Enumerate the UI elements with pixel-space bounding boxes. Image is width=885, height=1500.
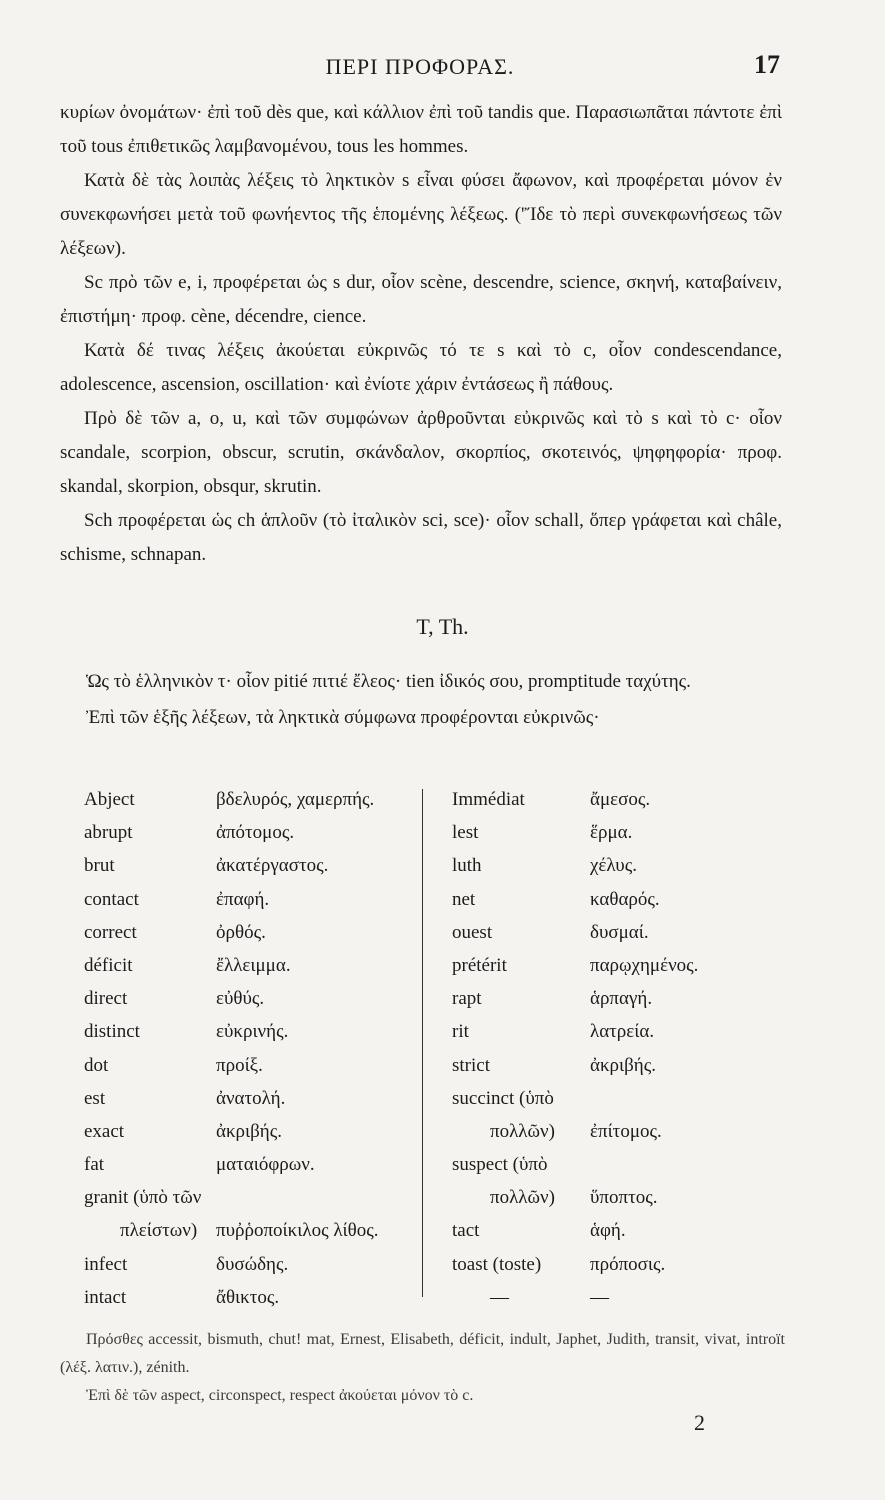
table-cell: distinct [84,1021,140,1043]
table-cell: ἄθικτος. [216,1286,280,1308]
table-cell: succinct (ὑπὸ [452,1087,554,1109]
paragraph: Ὡς τὸ ἑλληνικὸν τ· οἷον pitié πιτιέ ἔλεος· tien ἰδικός σου, promptitude ταχύτης. [86,671,691,692]
table-cell: ἀνατολή. [216,1087,286,1109]
table-cell: πρόποσις. [590,1253,666,1275]
table-cell: abrupt [84,822,133,844]
table-cell: ἁρπαγή. [590,988,653,1010]
table-cell: ἀκατέργαστος. [216,855,329,877]
table-cell: λατρεία. [590,1021,655,1043]
table-cell [216,1181,426,1214]
table-cell: prétérit [452,954,507,976]
page-number: 17 [754,50,780,79]
table-cell: direct [84,988,128,1010]
table-cell: rit [452,1021,469,1043]
right-greek-column [590,783,760,1314]
table-cell: ἐπαφή. [216,888,270,910]
table-cell: εὐκρινής. [216,1021,289,1043]
paragraph: Κατὰ δέ τινας λέξεις ἀκούεται εὐκρινῶς τό τε s καὶ τὸ c, οἷον condescendance, adolescence, ascension, oscillation· καὶ ἐνίοτε χάριν ἐντάσεως ἢ πάθους. [60,340,782,395]
paragraph: Sch προφέρεται ὡς ch ἁπλοῦν (τὸ ἰταλικὸν sci, sce)· οἷον schall, ὅπερ γράφεται καὶ châle, schisme, schnapan. [60,510,782,565]
table-cell: infect [84,1253,128,1275]
right-french-column [452,783,582,1314]
left-french-column [84,783,224,1314]
table-cell: πολλῶν) [490,1120,555,1142]
table-cell: luth [452,855,482,877]
table-cell: ματαιόφρων. [216,1154,315,1176]
column-divider [422,789,423,1297]
section-text [60,664,782,736]
page-header [60,50,780,86]
paragraph: Sc πρὸ τῶν e, i, προφέρεται ὡς s dur, οἷον scène, descendre, science, σκηνή, καταβαίνειν, ἐπιστήμη· προφ. cène, décendre, cience. [60,272,782,327]
table-cell: παρῳχημένος. [590,954,699,976]
table-cell: intact [84,1286,127,1308]
paragraph: Ἐπὶ τῶν ἑξῆς λέξεων, τὰ ληκτικὰ σύμφωνα προφέρονται εὐκρινῶς· [86,707,600,728]
table-cell: toast (toste) [452,1253,542,1275]
running-title: ΠΕΡΙ ΠΡΟΦΟΡΑΣ. [325,54,515,79]
table-cell: tact [452,1220,480,1242]
footnote-text: Πρόσθες accessit, bismuth, chut! mat, Ernest, Elisabeth, déficit, indult, Japhet, Judith, transit, vivat, introït (λέξ. λατιν.), zénith. [60,1331,785,1376]
table-cell: rapt [452,988,482,1010]
table-cell: ouest [452,921,493,943]
table-cell: ἀκριβής. [216,1120,282,1142]
table-cell: — [590,1286,609,1308]
table-cell: ἕρμα. [590,822,633,844]
section-title: T, Th. [416,614,469,639]
table-cell: est [84,1087,106,1109]
table-cell [590,1148,760,1181]
footnote-text: Ἐπὶ δὲ τῶν aspect, circonspect, respect ἀκούεται μόνον τὸ c. [86,1387,474,1404]
signature-mark: 2 [694,1410,705,1435]
table-cell: δυσμαί. [590,921,649,943]
table-cell: πυῤῥοποίκιλος λίθος. [216,1220,379,1242]
footnote [60,1326,785,1410]
paragraph: Κατὰ δὲ τὰς λοιπὰς λέξεις τὸ ληκτικὸν s εἶναι φύσει ἄφωνον, καὶ προφέρεται μόνον ἐν συνεκφωνήσει μετὰ τοῦ φωνήεντος τῆς ἑπομένης λέξεως. ('Ἴδε τὸ περὶ συνεκφωνήσεως τῶν λέξεων). [60,170,782,259]
table-cell: déficit [84,954,133,976]
table-cell: προίξ. [216,1054,263,1076]
table-cell: Abject [84,789,135,810]
table-cell [590,1082,760,1115]
table-cell: βδελυρός, χαμερπής. [216,789,375,810]
table-cell: καθαρός. [590,888,660,910]
table-cell: ἔλλειμμα. [216,954,291,976]
table-cell: πολλῶν) [490,1187,555,1209]
table-cell: contact [84,888,139,910]
table-cell: ὀρθός. [216,921,266,943]
table-cell: εὐθύς. [216,988,265,1010]
paragraph: Πρὸ δὲ τῶν a, o, u, καὶ τῶν συμφώνων ἀρθροῦνται εὐκρινῶς καὶ τὸ s καὶ τὸ c· οἷον scandale, scorpion, obscur, scrutin, σκάνδαλον, σκορπίος, σκοτεινός, ψηφηφορία· προφ. skandal, skorpion, obsqur, skrutin. [60,408,782,497]
table-cell: χέλυς. [590,855,637,877]
table-cell: ἄμεσος. [590,789,651,810]
table-cell: — [490,1286,509,1308]
word-table [60,783,800,1313]
table-cell: πλείστων) [120,1220,198,1242]
table-cell: net [452,888,476,910]
table-cell: correct [84,921,137,943]
table-cell: brut [84,855,115,877]
table-cell: ὕποπτος. [590,1187,658,1209]
table-cell: dot [84,1054,109,1076]
table-cell: exact [84,1120,125,1142]
table-cell: suspect (ὑπὸ [452,1154,548,1176]
table-cell: lest [452,822,479,844]
paragraph: κυρίων ὀνομάτων· ἐπὶ τοῦ dès que, καὶ κάλλιον ἐπὶ τοῦ tandis que. Παρασιωπᾶται πάντοτε ἐπὶ τοῦ tous ἐπιθετικῶς λαμβανομένου, tous les hommes. [60,102,782,157]
table-cell: δυσώδης. [216,1253,289,1275]
table-cell: Immédiat [452,789,525,810]
table-cell: ἀπότομος. [216,822,295,844]
table-cell: granit (ὑπὸ τῶν [84,1187,202,1209]
table-cell: strict [452,1054,490,1076]
left-greek-column [216,783,426,1314]
table-cell: ἐπίτομος. [590,1120,662,1142]
table-cell: ἁφή. [590,1220,626,1242]
table-cell: ἀκριβής. [590,1054,656,1076]
table-cell: fat [84,1154,105,1176]
main-text [60,96,782,572]
